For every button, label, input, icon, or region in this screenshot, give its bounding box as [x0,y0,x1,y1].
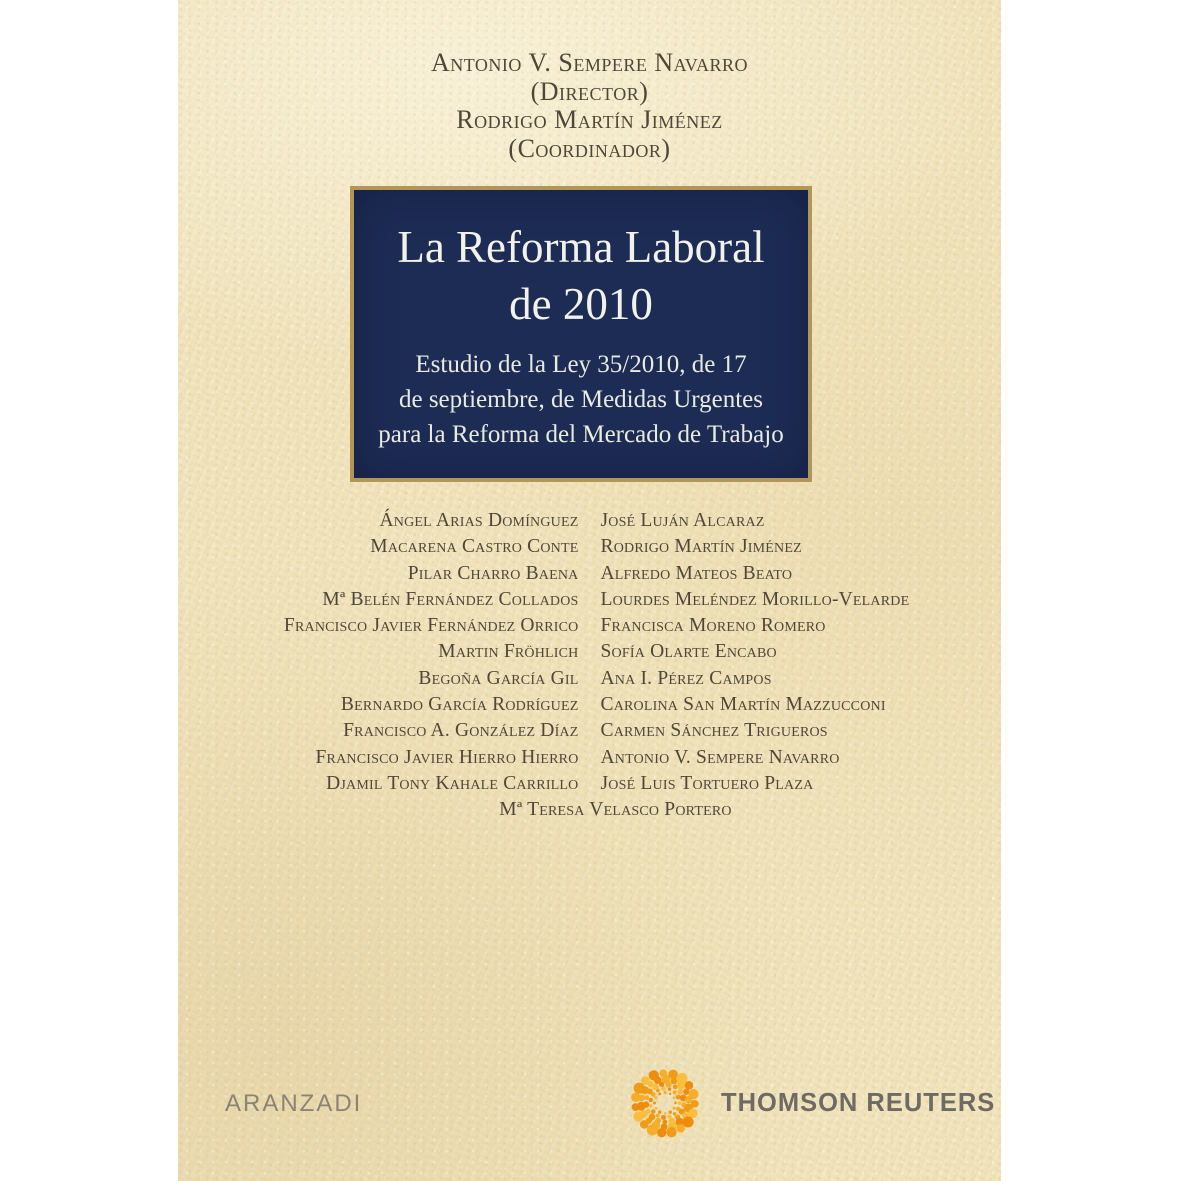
author-role: (Director) [530,76,649,106]
contributor-name: Francisco A. González Díaz [343,720,579,742]
book-subtitle [354,347,808,452]
authors-block [178,49,1001,163]
thomson-reuters-wordmark: THOMSON REUTERS [721,1088,996,1117]
book-subtitle-line: de septiembre, de Medidas Urgentes [398,386,763,413]
contributor-name: Ana I. Pérez Campos [600,667,772,689]
contributor-name: Begoña García Gil [418,667,579,689]
contributor-name: Martin Fröhlich [438,641,579,663]
contributor-name: Sofía Olarte Encabo [600,641,777,663]
contributor-name: Lourdes Meléndez Morillo-Velarde [600,588,910,610]
contributor-name: José Luján Alcaraz [600,510,765,531]
contributors-list [200,508,980,824]
book-subtitle-line: para la Reforma del Mercado de Trabajo [378,421,784,448]
book-title-line: de 2010 [509,279,653,329]
title-plate [350,186,812,482]
contributor-name: Antonio V. Sempere Navarro [600,746,840,768]
contributor-name: Francisca Moreno Romero [600,615,826,637]
kinesis-sunburst-icon [628,1066,702,1140]
contributor-name: Pilar Charro Baena [407,562,579,584]
author-role: (Coordinador) [508,133,671,163]
contributor-name: Macarena Castro Conte [370,536,579,558]
contributor-name: Carolina San Martín Mazzucconi [600,694,886,716]
contributor-name: Francisco Javier Hierro Hierro [315,746,579,768]
book-title-line: La Reforma Laboral [397,222,765,272]
contributor-name: Bernardo García Rodríguez [340,694,579,716]
contributor-name: Ángel Arias Domínguez [379,510,579,531]
contributor-name: Mª Teresa Velasco Portero [499,799,732,821]
contributor-name: Carmen Sánchez Trigueros [600,720,828,742]
author-name: Antonio V. Sempere Navarro [430,48,748,77]
contributor-name: Djamil Tony Kahale Carrillo [326,772,579,794]
book-title [354,219,808,333]
contributor-name: Mª Belén Fernández Collados [322,588,579,610]
contributor-name: Alfredo Mateos Beato [600,562,793,584]
contributor-name: Rodrigo Martín Jiménez [600,536,802,558]
book-cover [178,0,1001,1181]
contributor-name: José Luis Tortuero Plaza [600,772,814,794]
thomson-reuters-logo [628,1066,995,1140]
aranzadi-logo: ARANZADI [225,1090,363,1117]
author-name: Rodrigo Martín Jiménez [456,105,723,134]
contributor-name: Francisco Javier Fernández Orrico [283,615,579,637]
book-subtitle-line: Estudio de la Ley 35/2010, de 17 [415,351,747,378]
